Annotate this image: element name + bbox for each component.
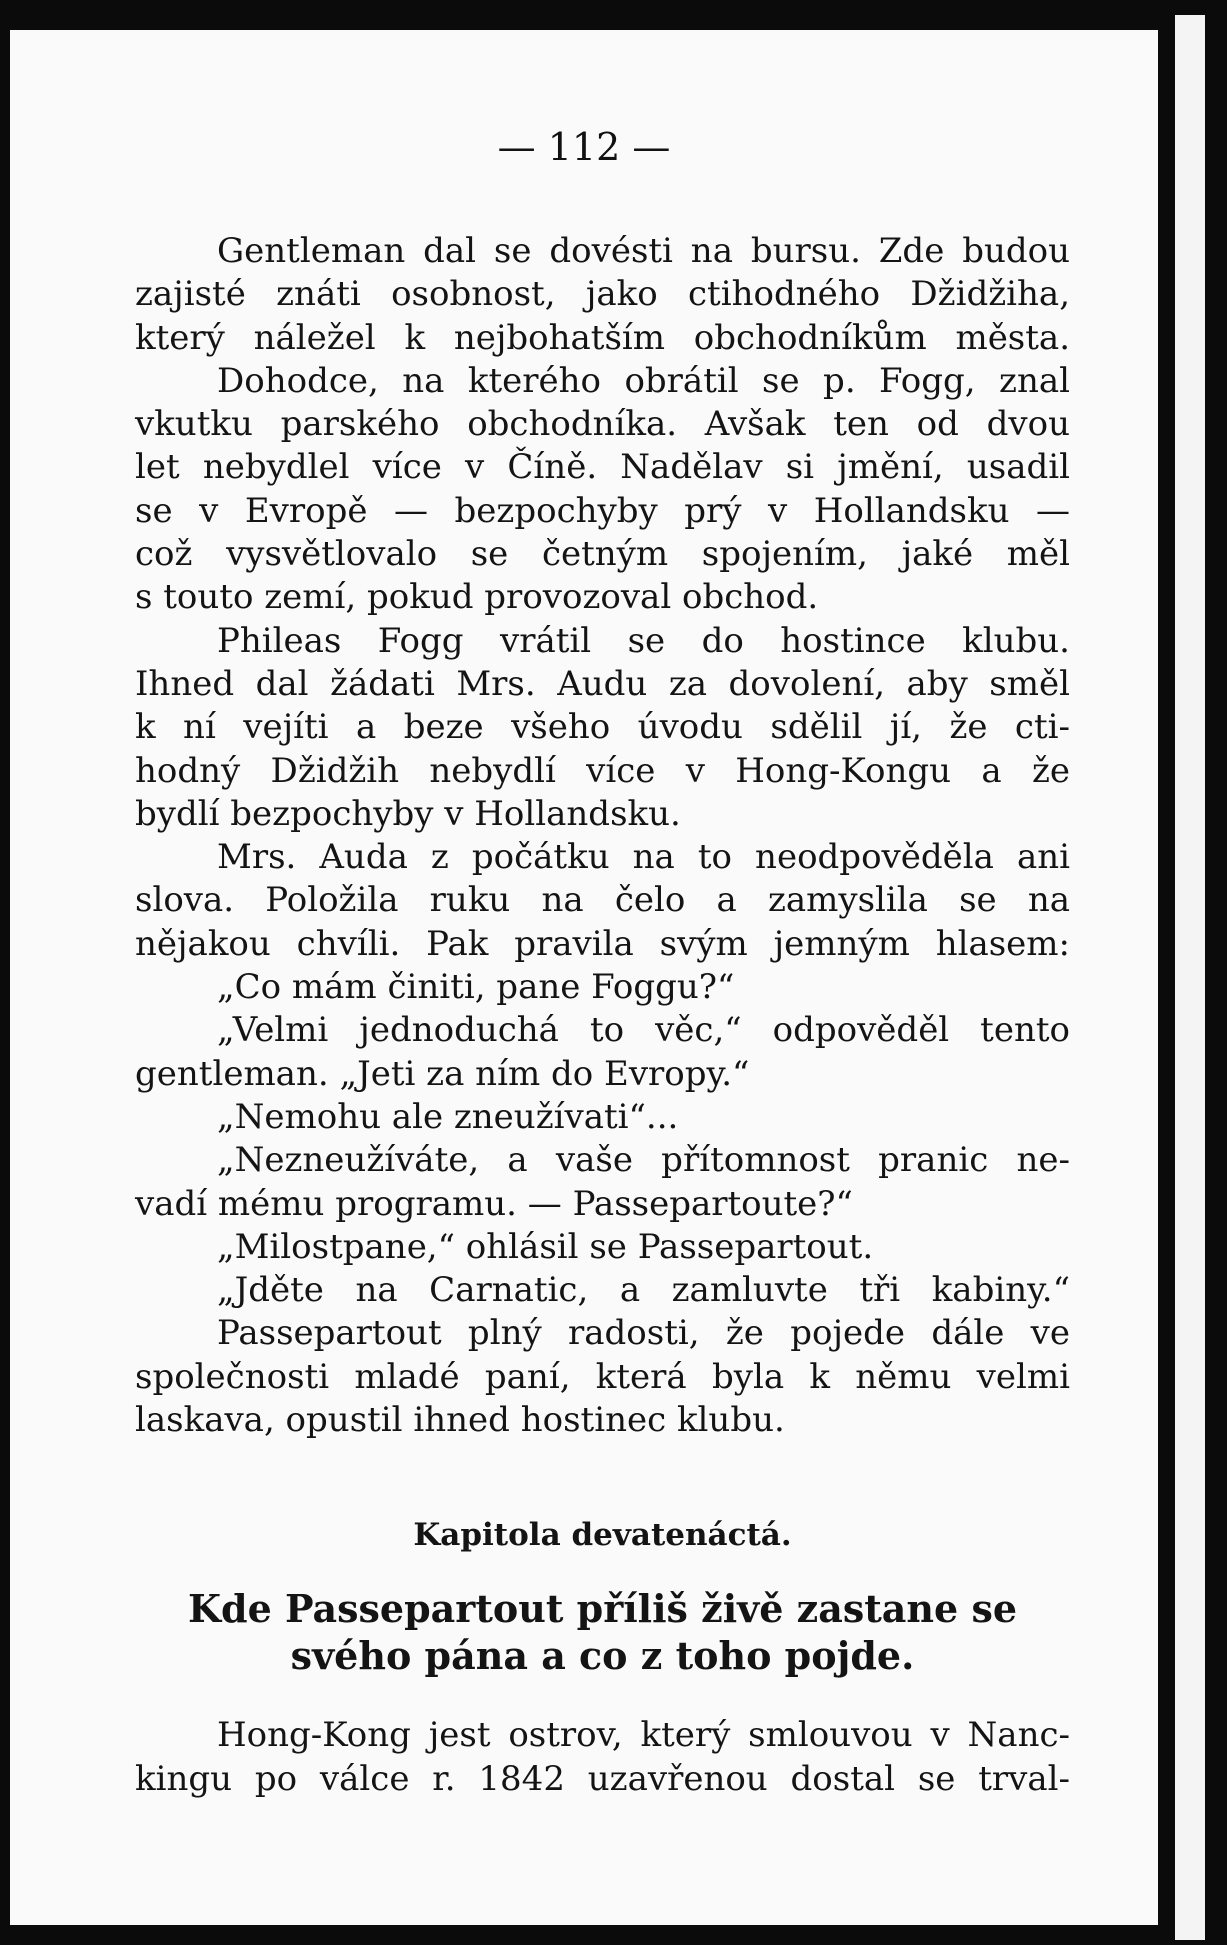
text-line: zajisté znáti osobnost, jako ctihodného Džidžiha, <box>135 274 1070 315</box>
chapter-title-line: svého pána a co z toho pojde. <box>290 1633 915 1679</box>
text-line: Phileas Fogg vrátil se do hostince klubu. <box>217 620 1070 661</box>
text-line: let nebydlel více v Číně. Nadělav si jmění, usadil <box>135 447 1070 488</box>
text-line: který náležel k nejbohatším obchodníkům města. <box>135 317 1070 358</box>
text-line: se v Evropě — bezpochyby prý v Hollandsku — <box>135 490 1070 531</box>
text-line: což vysvětlovalo se četným spojením, jaké měl <box>135 534 1070 575</box>
chapter-gap <box>135 1442 1070 1514</box>
text-line: bydlí bezpochyby v Hollandsku. <box>135 793 681 834</box>
chapter-label: Kapitola devatenáctá. <box>413 1517 792 1554</box>
text-line: společnosti mladé paní, která byla k němu velmi <box>135 1356 1070 1397</box>
adjacent-page-edge <box>1175 15 1205 1940</box>
body-text <box>135 230 1070 1801</box>
text-line: Gentleman dal se dovésti na bursu. Zde budou <box>217 231 1070 271</box>
text-line: „Jděte na Carnatic, a zamluvte tři kabiny.“ <box>217 1270 1070 1311</box>
text-line: „Velmi jednoduchá to věc,“ odpověděl tento <box>217 1010 1070 1051</box>
text-line: „Nezneužíváte, a vaše přítomnost pranic ne- <box>217 1140 1070 1181</box>
title-gap <box>135 1557 1070 1585</box>
text-line: Dohodce, na kterého obrátil se p. Fogg, znal <box>217 360 1070 401</box>
text-line: „Nemohu ale zneužívati“... <box>217 1096 679 1137</box>
text-line: Ihned dal žádati Mrs. Audu za dovolení, aby směl <box>135 663 1070 704</box>
text-line: Hong-Kong jest ostrov, který smlouvou v Nanc- <box>217 1715 1070 1756</box>
book-page <box>10 30 1158 1925</box>
text-line: Mrs. Auda z počátku na to neodpověděla ani <box>217 837 1070 878</box>
text-line: Passepartout plný radosti, že pojede dále ve <box>217 1313 1070 1354</box>
text-line: s touto zemí, pokud provozoval obchod. <box>135 577 819 618</box>
page-number: — 112 — <box>497 125 671 169</box>
text-line: kingu po válce r. 1842 uzavřenou dostal se trval- <box>135 1758 1070 1799</box>
text-line: vadí mému programu. — Passepartoute?“ <box>135 1183 853 1224</box>
text-line: laskava, opustil ihned hostinec klubu. <box>135 1400 785 1441</box>
text-line: vkutku parského obchodníka. Avšak ten od dvou <box>135 404 1070 445</box>
text-line: hodný Džidžih nebydlí více v Hong-Kongu a že <box>135 750 1070 791</box>
text-line: „Milostpane,“ ohlásil se Passepartout. <box>217 1226 874 1267</box>
text-line: „Co mám činiti, pane Foggu?“ <box>217 967 735 1008</box>
text-line: k ní vejíti a beze všeho úvodu sdělil jí, že cti- <box>135 707 1070 748</box>
text-line: nějakou chvíli. Pak pravila svým jemným hlasem: <box>135 923 1070 964</box>
paragraph-gap <box>135 1679 1070 1714</box>
text-line: gentleman. „Jeti za ním do Evropy.“ <box>135 1053 750 1094</box>
text-line: slova. Položila ruku na čelo a zamyslila se na <box>135 880 1070 921</box>
chapter-title-line: Kde Passepartout příliš živě zastane se <box>187 1586 1018 1632</box>
